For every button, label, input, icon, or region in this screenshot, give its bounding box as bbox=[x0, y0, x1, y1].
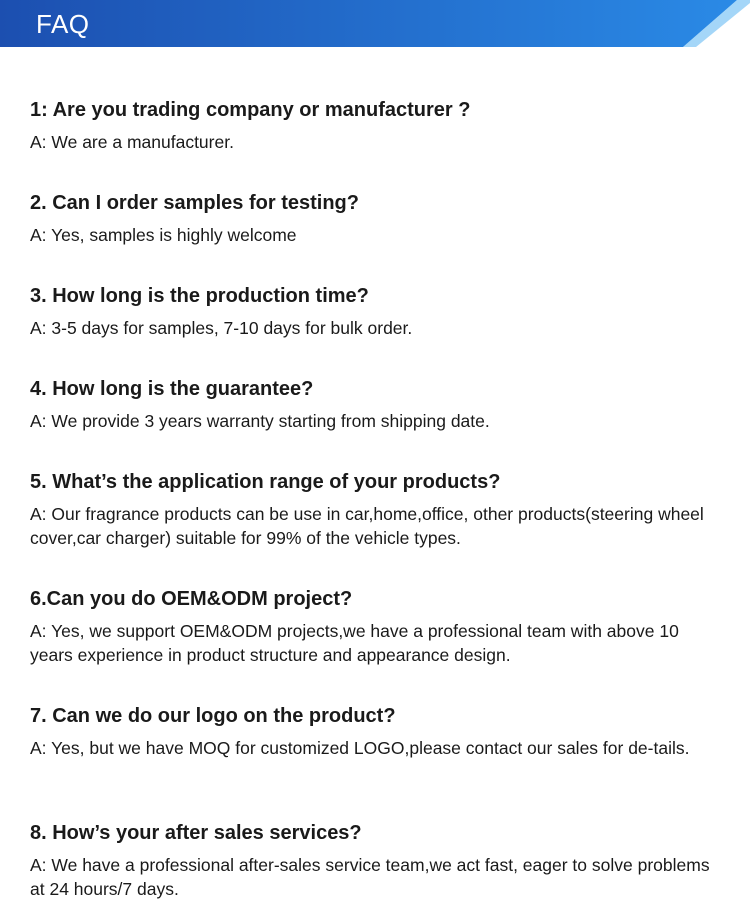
faq-item bbox=[30, 98, 720, 154]
faq-answer: A: We have a professional after-sales service team,we act fast, eager to solve problems at 24 hours/7 days. bbox=[30, 855, 710, 899]
faq-item bbox=[30, 587, 720, 667]
faq-question: 4. How long is the guarantee? bbox=[30, 378, 314, 400]
faq-question: 1: Are you trading company or manufacturer ? bbox=[30, 99, 471, 121]
faq-item bbox=[30, 821, 720, 901]
faq-answer: A: Yes, samples is highly welcome bbox=[30, 225, 297, 245]
faq-question: 7. Can we do our logo on the product? bbox=[30, 705, 396, 727]
faq-question: 6.Can you do OEM&ODM project? bbox=[30, 588, 353, 610]
faq-answer: A: Our fragrance products can be use in car,home,office, other products(steering wheel cover,car charger) suitable for 99% of the vehicle types. bbox=[30, 504, 704, 548]
faq-answer: A: Yes, we support OEM&ODM projects,we have a professional team with above 10 years experience in product structure and appearance design. bbox=[30, 621, 679, 665]
faq-item bbox=[30, 377, 720, 433]
faq-header-banner bbox=[0, 0, 750, 48]
faq-question: 2. Can I order samples for testing? bbox=[30, 192, 359, 214]
faq-item bbox=[30, 470, 720, 550]
faq-answer: A: Yes, but we have MOQ for customized LOGO,please contact our sales for de-tails. bbox=[30, 738, 690, 758]
faq-item bbox=[30, 284, 720, 340]
faq-question: 8. How’s your after sales services? bbox=[30, 822, 362, 844]
faq-question: 3. How long is the production time? bbox=[30, 285, 369, 307]
faq-answer: A: We provide 3 years warranty starting from shipping date. bbox=[30, 411, 490, 431]
faq-item bbox=[30, 191, 720, 247]
faq-answer: A: 3-5 days for samples, 7-10 days for bulk order. bbox=[30, 318, 413, 338]
page-title: FAQ bbox=[36, 9, 90, 39]
faq-item bbox=[30, 704, 720, 760]
faq-question: 5. What’s the application range of your products? bbox=[30, 471, 501, 493]
faq-answer: A: We are a manufacturer. bbox=[30, 132, 234, 152]
header-banner-shape bbox=[0, 0, 750, 48]
